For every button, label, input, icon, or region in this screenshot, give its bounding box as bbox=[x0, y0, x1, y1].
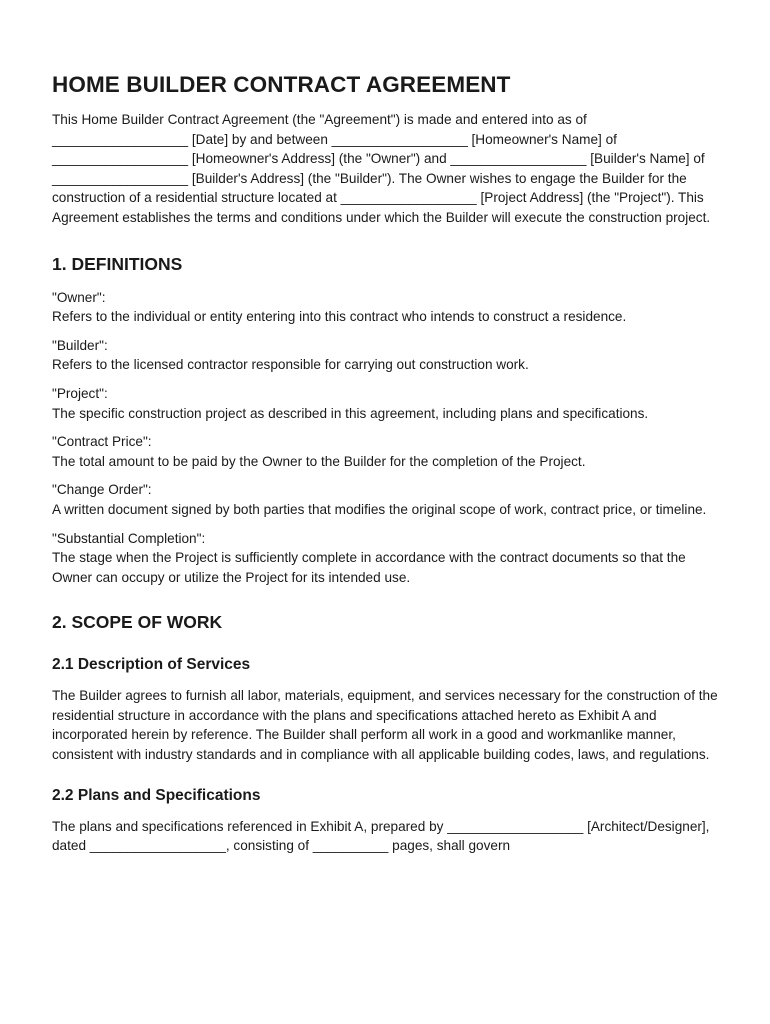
definition-substantial-completion bbox=[52, 529, 724, 588]
definition-contract-price bbox=[52, 432, 724, 471]
subsection-heading-description-of-services: 2.1 Description of Services bbox=[52, 656, 251, 674]
definition-term: "Owner": bbox=[52, 289, 106, 305]
definition-owner bbox=[52, 288, 724, 327]
definition-text: Refers to the individual or entity entering into this contract who intends to construct a residence. bbox=[52, 309, 627, 325]
document-title: HOME BUILDER CONTRACT AGREEMENT bbox=[52, 72, 511, 97]
definition-project bbox=[52, 384, 724, 423]
definition-text: Refers to the licensed contractor responsible for carrying out construction work. bbox=[52, 357, 529, 373]
definition-term: "Contract Price": bbox=[52, 434, 152, 450]
definition-term: "Substantial Completion": bbox=[52, 530, 206, 546]
definition-term: "Builder": bbox=[52, 337, 108, 353]
definition-change-order bbox=[52, 480, 724, 519]
section-heading-scope-of-work: 2. SCOPE OF WORK bbox=[52, 612, 223, 633]
definition-term: "Project": bbox=[52, 385, 108, 401]
intro-paragraph: This Home Builder Contract Agreement (the "Agreement") is made and entered into as of __________________ [Date] by and between __________________ [Homeowner's Name] of __________________ [Homeowner's Address] (the "Owner") and __________________ [Builder's Name] of __________________ [Builder's Address] (the "Builder"). The Owner wishes to engage the Builder for the construction of a residential structure located at __________________ [Project Address] (the "Project"). This Agreement establishes the terms and conditions under which the Builder will execute the construction project. bbox=[52, 112, 711, 225]
definition-text: The specific construction project as described in this agreement, including plans and specifications. bbox=[52, 405, 649, 421]
definition-text: A written document signed by both parties that modifies the original scope of work, contract price, or timeline. bbox=[52, 501, 707, 517]
definition-builder bbox=[52, 336, 724, 375]
plans-and-specifications-paragraph: The plans and specifications referenced in Exhibit A, prepared by __________________ [Architect/Designer], dated __________________, consisting of __________ pages, shall govern bbox=[52, 818, 710, 854]
document-page bbox=[52, 70, 724, 856]
section-heading-definitions: 1. DEFINITIONS bbox=[52, 253, 183, 274]
definition-term: "Change Order": bbox=[52, 482, 152, 498]
subsection-heading-plans-and-specifications: 2.2 Plans and Specifications bbox=[52, 786, 261, 804]
definition-text: The stage when the Project is sufficiently complete in accordance with the contract documents so that the Owner can occupy or utilize the Project for its intended use. bbox=[52, 550, 686, 585]
definition-text: The total amount to be paid by the Owner to the Builder for the completion of the Project. bbox=[52, 453, 586, 469]
description-of-services-paragraph: The Builder agrees to furnish all labor, materials, equipment, and services necessary for the construction of the residential structure in accordance with the plans and specifications attached hereto as Exhibit A and incorporated herein by reference. The Builder shall perform all work in a good and workmanlike manner, consistent with industry standards and in compliance with all applicable building codes, laws, and regulations. bbox=[52, 688, 718, 763]
